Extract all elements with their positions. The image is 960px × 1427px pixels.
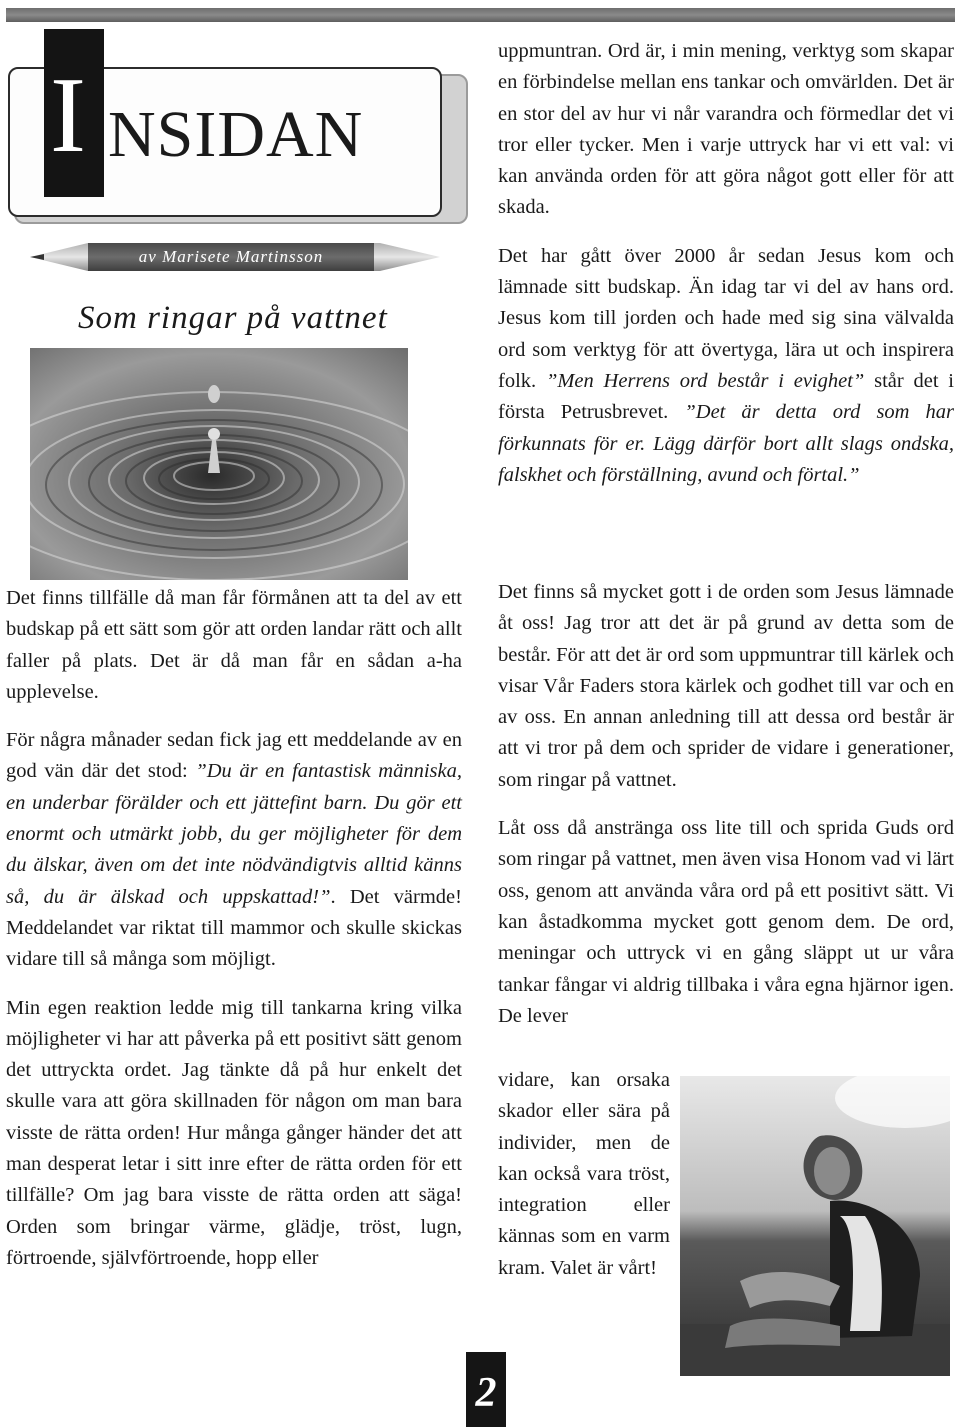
left-column xyxy=(6,583,462,1291)
paragraph-text: Det har gått över 2000 år sedan Jesus kom och lämnade sitt budskap. Än idag tar vi del av hans ord. Jesus kom till jorden och hade med sig sina välvalda ord som verktyg för att övertyga, lära ut och inspirera folk. xyxy=(498,244,954,392)
right-column-top xyxy=(498,36,954,508)
author-byline: av Marisete Martinsson xyxy=(88,243,374,271)
page-title: NSIDAN xyxy=(108,98,364,171)
paragraph: uppmuntran. Ord är, i min mening, verktyg som skapar en förbindelse mellan ens tankar och omvärlden. Det är en stor del av hur vi når varandra och förmedlar det vi tror eller tycker. Men i varje uttryck har vi ett val: vi kan använda orden för att göra något gott eller för att skada. xyxy=(498,40,954,219)
paragraph-text: . Det värmde! Meddelandet var riktat till mammor och skulle skickas vidare till så många som möjligt. xyxy=(6,885,462,971)
author-photo xyxy=(680,1076,950,1376)
paragraph xyxy=(498,241,954,491)
paragraph: Min egen reaktion ledde mig till tankarna kring vilka möjligheter vi har att påverka på ett positivt sätt genom det uttryckta ordet. Jag tänkte då på hur enkelt det skulle vara att göra skillnaden för någon om man bara visste de rätta orden! Hur många gånger händer det att man desperat letar i sitt inre efter de rätta orden för ett tillfälle? Om jag bara visste de rätta orden att säga! Orden som bringar värme, glädje, tröst, lugn, förtroende, självförtroende, hopp eller xyxy=(6,996,462,1269)
paragraph xyxy=(6,725,462,975)
message-quote: ”Du är en fantastisk människa, en underbar förälder och ett jättefint barn. Du gör ett enormt och utmärkt jobb, du ger möjligheter för dem du älskar, även om det inte nödvändigtvis alltid känns så, du är älskad och uppskattad!” xyxy=(6,760,462,908)
top-rule xyxy=(6,8,955,22)
paragraph: Låt oss då anstränga oss lite till och sprida Guds ord som ringar på vattnet, men även visa Honom vad vi lärt oss, genom att använda våra ord på ett positivt sätt. Vi kan åstadkomma mycket gott genom dem. De ord, meningar och uttryck vi en gång släppt ut ur våra tankar fångar vi aldrig tillbaka i våra egna hjärnor igen. De lever xyxy=(498,817,955,1027)
paragraph-wrapped: vidare, kan orsaka skador eller sära på individer, men de kan också vara tröst, integration eller kännas som en varm kram. Valet är vårt! xyxy=(498,1069,670,1279)
paragraph-text: För några månader sedan fick jag ett meddelande av en god vän där det stod: xyxy=(6,729,462,783)
right-column-bottom xyxy=(498,577,954,1049)
paragraph: Det finns tillfälle då man får förmånen att ta del av ett budskap på ett sätt som gör att orden landar rätt och allt faller på plats. Det är då man får en sådan a-ha upplevelse. xyxy=(6,587,462,703)
title-initial: I xyxy=(50,56,86,175)
article-subtitle: Som ringar på vattnet xyxy=(78,300,388,336)
paragraph-text: står det i första Petrusbrevet. xyxy=(498,369,954,424)
bible-quote: ”Men Herrens ord består i evighet” xyxy=(545,369,865,392)
bible-quote: ”Det är detta ord som har förkunnats för er. Lägg därför bort allt slags ondska, falskhet och förställning, avund och förtal.” xyxy=(498,401,954,486)
page-number: 2 xyxy=(475,1370,497,1416)
water-drop-photo xyxy=(30,348,408,580)
paragraph: Det finns så mycket gott i de orden som Jesus lämnade åt oss! Jag tror att det är på grund av detta som de består. För att det är ord som uppmuntrar till kärlek och visar Vår Faders stora kärlek och godhet till var och en av oss. En annan anledning till att dessa ord består är att vi tror på dem och sprider de vidare i generationer, som ringar på vattnet. xyxy=(498,581,954,791)
